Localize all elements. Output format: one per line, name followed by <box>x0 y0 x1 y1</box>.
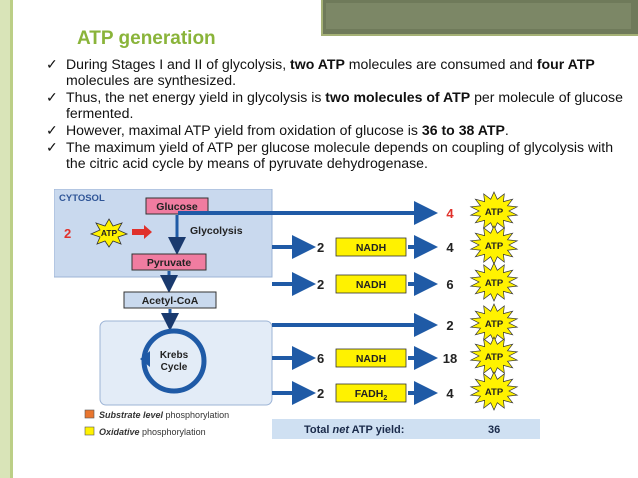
bullet-item <box>46 89 626 121</box>
checkmark-icon: ✓ <box>46 122 58 138</box>
atp-count: 6 <box>446 277 454 292</box>
krebs-cycle-label-line1: Krebs <box>159 350 189 361</box>
bullet-text: . <box>504 122 509 138</box>
yield-row <box>272 304 517 342</box>
carrier-count: 2 <box>317 240 325 255</box>
slide-title: ATP generation <box>77 28 216 49</box>
atp-star-label: ATP <box>484 352 504 363</box>
atp-star <box>471 337 517 375</box>
slide-corner-panel <box>326 3 631 29</box>
checkmark-icon: ✓ <box>46 89 58 105</box>
checkmark-icon: ✓ <box>46 56 58 72</box>
bullet-text: During Stages I and II of glycolysis, <box>66 56 291 72</box>
bullet-text: molecules are consumed and <box>344 56 537 72</box>
carrier-label: NADH <box>355 242 387 254</box>
atp-star-label: ATP <box>484 278 504 289</box>
glycolysis-label: Glycolysis <box>190 225 243 237</box>
atp-count: 2 <box>446 318 454 333</box>
bullet-emphasis: two ATP <box>290 56 345 72</box>
atp-star-label: ATP <box>484 319 504 330</box>
bullet-text: However, maximal ATP yield from oxidation of glucose is <box>66 122 422 138</box>
bullet-text: The maximum yield of ATP per glucose molecule depends on coupling of glycolysis with the citric acid cycle by means of pyruvate dehydrogenase. <box>66 139 614 171</box>
bullet-emphasis: 36 to 38 ATP <box>421 122 505 138</box>
bullet-text: molecules are synthesized. <box>66 72 236 88</box>
legend-swatch-oxidative <box>85 427 94 435</box>
checkmark-icon: ✓ <box>46 139 58 155</box>
legend-label-substrate: Substrate level phosphorylation <box>99 410 230 420</box>
yield-row <box>272 337 517 375</box>
bullet-emphasis: two molecules of ATP <box>325 89 471 105</box>
carrier-count: 2 <box>317 386 325 401</box>
atp-count: 4 <box>446 240 454 255</box>
slide-left-border <box>0 0 10 478</box>
pyruvate-label: Pyruvate <box>146 257 192 269</box>
total-yield-value: 36 <box>488 424 501 436</box>
krebs-cycle-label-line2: Cycle <box>160 362 188 373</box>
consumed-atp-count: 2 <box>64 226 72 241</box>
consumed-atp-label: ATP <box>100 228 118 238</box>
carrier-count: 6 <box>317 351 325 366</box>
atp-star-label: ATP <box>484 207 504 218</box>
bullet-item <box>46 139 626 171</box>
atp-count: 4 <box>446 386 454 401</box>
atp-star <box>471 226 517 264</box>
atp-count: 4 <box>446 206 454 221</box>
atp-count: 18 <box>442 351 458 366</box>
yield-row <box>272 372 517 410</box>
glucose-label: Glucose <box>156 201 198 213</box>
carrier-count: 2 <box>317 277 325 292</box>
carrier-label: NADH <box>355 353 387 365</box>
slide-left-border-stripe <box>10 0 13 478</box>
bullet-emphasis: four ATP <box>536 56 595 72</box>
atp-star-label: ATP <box>484 241 504 252</box>
atp-star <box>471 192 517 230</box>
atp-star <box>471 263 517 301</box>
atp-star-label: ATP <box>484 387 504 398</box>
total-yield-label: Total net ATP yield: <box>304 424 405 436</box>
bullet-item <box>46 56 626 88</box>
bullet-text: Thus, the net energy yield in glycolysis is <box>66 89 326 105</box>
legend-swatch-substrate <box>85 410 94 418</box>
yield-row <box>272 263 517 301</box>
cytosol-label: CYTOSOL <box>59 193 105 204</box>
atp-star <box>471 372 517 410</box>
acetyl-coa-label: Acetyl-CoA <box>141 295 199 307</box>
bullet-item <box>46 122 626 138</box>
carrier-label: $FADH_2$ <box>354 388 388 402</box>
bullet-text: per molecule of glucose fermented. <box>66 89 623 121</box>
yield-row <box>272 226 517 264</box>
legend-label-oxidative: Oxidative phosphorylation <box>99 427 206 437</box>
atp-yield-diagram <box>54 189 542 441</box>
carrier-label: NADH <box>355 279 387 291</box>
bullet-list <box>46 56 626 172</box>
